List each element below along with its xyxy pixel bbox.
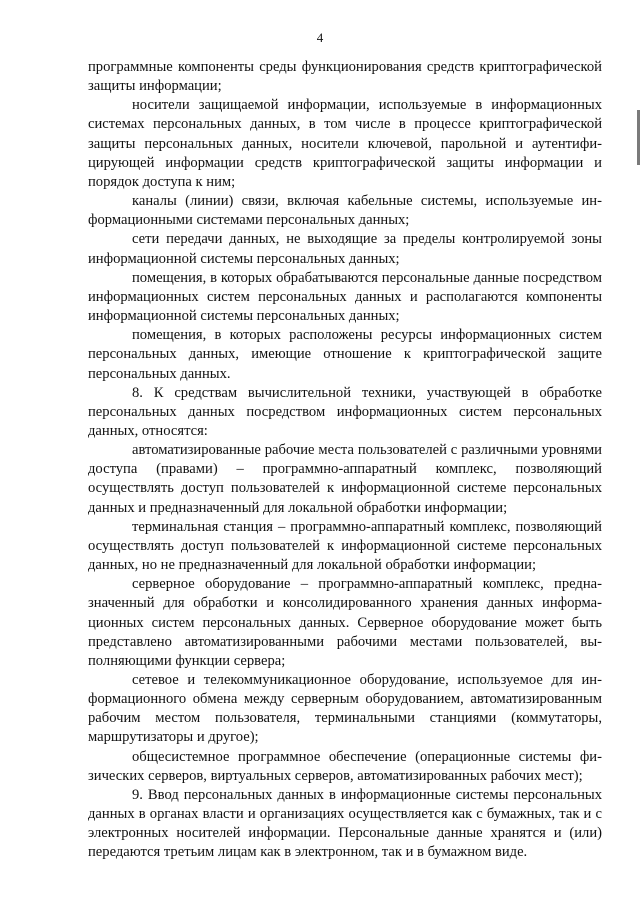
paragraph-resource-rooms: помещения, в которых расположены ресурсы информационных систем персональных данных, имеющие отношение к криптографической защите персональных данных. xyxy=(88,327,602,382)
paragraph-system-software: общесистемное программное обеспечение (операционные системы физических серверов, виртуальных серверов, автоматизированных рабочих мест); xyxy=(88,748,602,784)
paragraph-communication-channels: каналы (линии) связи, включая кабельные системы, используемые информационными системами персональных данных; xyxy=(88,193,602,229)
paragraph-server-equipment: серверное оборудование – программно-аппаратный комплекс, предназначенный для обработки и консолидированного хранения данных информационных систем персональных данных. Серверное оборудование может быть представлено автоматизированными рабочими местами пользователей, выполняющими функции сервера; xyxy=(88,576,602,669)
page-number: 4 xyxy=(316,30,324,45)
paragraph-network-equipment: сетевое и телекоммуникационное оборудование, используемое для информационного обмена между серверным оборудованием, автоматизированным рабочим местом пользователя, терминальными станциями (коммутаторы, маршрутизаторы и другое); xyxy=(88,672,602,746)
paragraph-storage-media: носители защищаемой информации, используемые в информационных системах персональных данных, в том числе в процессе криптографической защиты персональных данных, носители ключевой, парольной и аутентифицирующей информации средств криптографической защиты информации и порядок доступа к ним; xyxy=(88,97,602,190)
paragraph-data-networks: сети передачи данных, не выходящие за пределы контролируемой зоны информационной системы персональных данных; xyxy=(88,231,602,267)
paragraph-section-9: 9. Ввод персональных данных в информационные системы персональных данных в органах власти и организациях осуществляется как с бумажных, так и с электронных носителей информации. Персональные данные хранятся и (или) передаются третьим лицам как в электронном, так и в бумажном виде. xyxy=(88,786,602,861)
paragraph-processing-rooms: помещения, в которых обрабатываются персональные данные посредством информационных систем персональных данных и располагаются компоненты информационной системы персональных данных; xyxy=(88,269,602,325)
page-body xyxy=(88,58,602,863)
paragraph-continuation: программные компоненты среды функционирования средств криптографической защиты информации; xyxy=(88,59,602,95)
paragraph-workstations: автоматизированные рабочие места пользователей с различными уровнями доступа (правами) – программно-аппаратный комплекс, позволяющий осуществлять доступ пользователей к информационной системе персональных данных и предназначенный для локальной обработки информации; xyxy=(88,442,602,516)
paragraph-terminal-station: терминальная станция – программно-аппаратный комплекс, позволяющий осуществлять доступ пользователей к информационной системе персональных данных, но не предназначенный для локальной обработки информации; xyxy=(88,518,602,574)
paragraph-section-8: 8. К средствам вычислительной техники, участвующей в обработке персональных данных посредством информационных систем персональных данных, относятся: xyxy=(88,384,602,439)
